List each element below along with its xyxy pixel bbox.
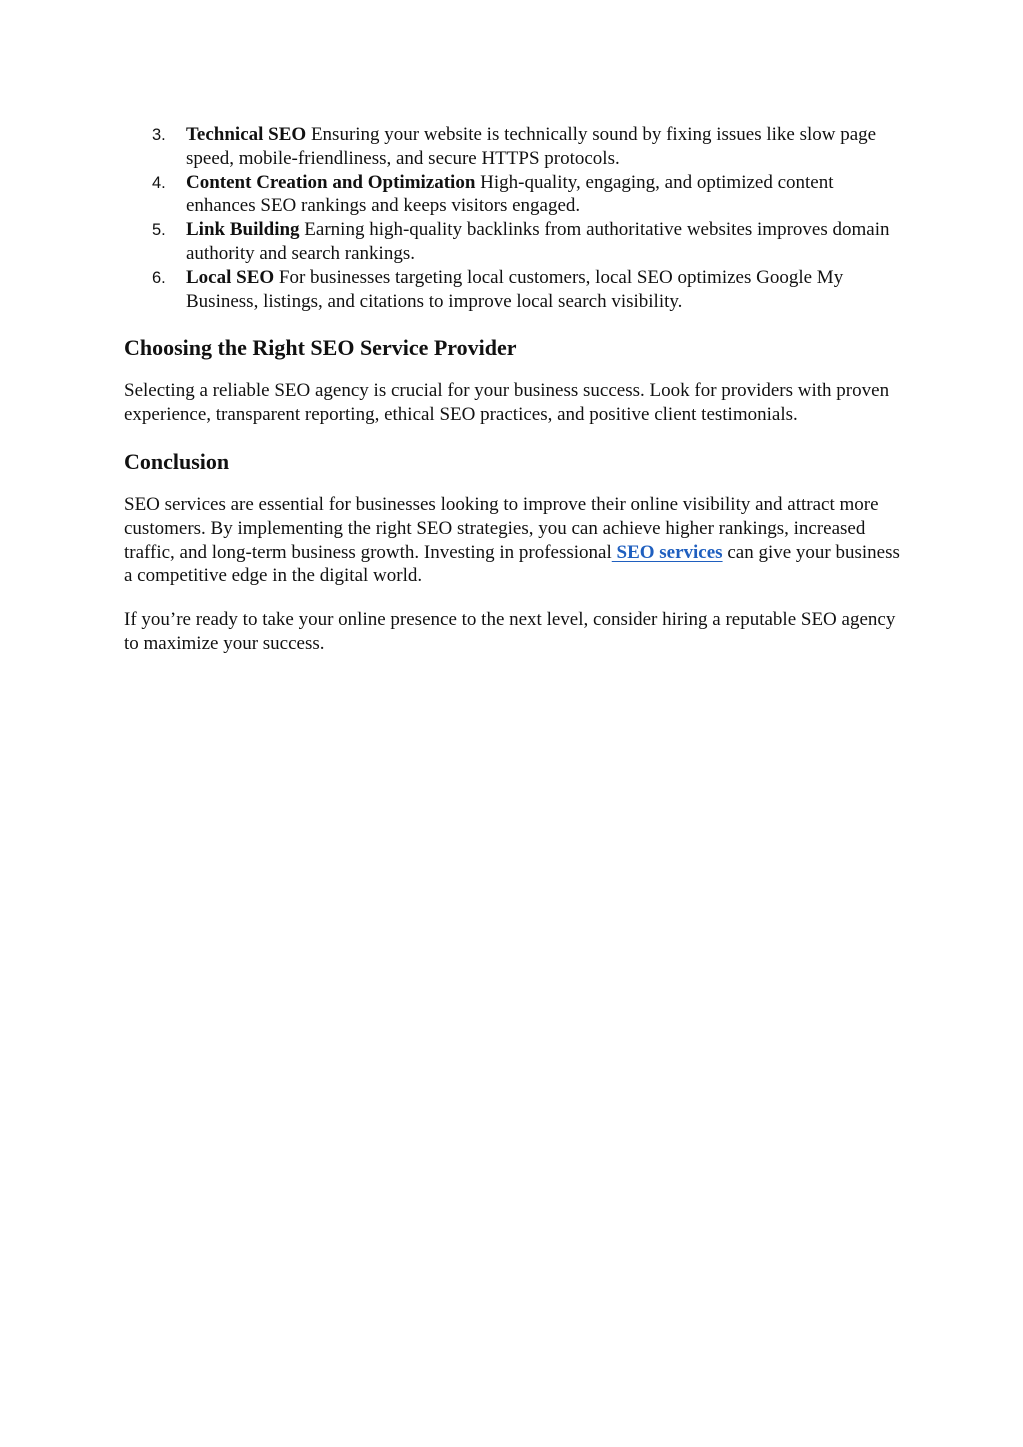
list-item-term: Technical SEO: [186, 124, 307, 145]
list-number: 5.: [152, 221, 166, 240]
list-item: [124, 218, 904, 266]
closing-paragraph: If you’re ready to take your online presence to the next level, consider hiring a reputable SEO agency to maximize your success.: [124, 609, 896, 654]
seo-services-link[interactable]: SEO services: [611, 541, 723, 563]
list-item-term: Content Creation and Optimization: [186, 171, 476, 193]
document-page: [124, 123, 904, 656]
seo-services-list: [124, 123, 904, 313]
conclusion-text-before-link: SEO services are essential for businesses looking to improve their online visibility and attract more customers. By implementing the right SEO strategies, you can achieve higher rankings, increased traffic, and long-term business growth. Investing in professional: [124, 493, 879, 563]
list-number: 3.: [152, 126, 166, 144]
list-item-text: Earning high-quality backlinks from authoritative websites improves domain authority and search rankings.: [186, 219, 890, 264]
conclusion-paragraph: [124, 493, 904, 588]
list-item: [124, 123, 904, 171]
list-item-text: High-quality, engaging, and optimized content enhances SEO rankings and keeps visitors engaged.: [186, 171, 834, 217]
section-heading-conclusion: Conclusion: [124, 448, 230, 474]
list-item: [124, 171, 904, 219]
list-item: [124, 266, 904, 314]
section-heading-choosing-provider: Choosing the Right SEO Service Provider: [124, 335, 517, 361]
choosing-provider-paragraph: Selecting a reliable SEO agency is crucial for your business success. Look for providers with proven experience, transparent reporting, ethical SEO practices, and positive client testimonials.: [124, 380, 890, 426]
list-number: 6.: [152, 268, 166, 287]
list-item-text: For businesses targeting local customers, local SEO optimizes Google My Business, listings, and citations to improve local search visibility.: [186, 266, 844, 312]
list-item-term: Local SEO: [186, 266, 275, 288]
list-item-text: Ensuring your website is technically sound by fixing issues like slow page speed, mobile-friendliness, and secure HTTPS protocols.: [186, 124, 877, 169]
list-number: 4.: [152, 173, 166, 192]
conclusion-text-after-link: can give your business a competitive edge in the digital world.: [124, 541, 900, 587]
list-item-term: Link Building: [186, 219, 300, 241]
